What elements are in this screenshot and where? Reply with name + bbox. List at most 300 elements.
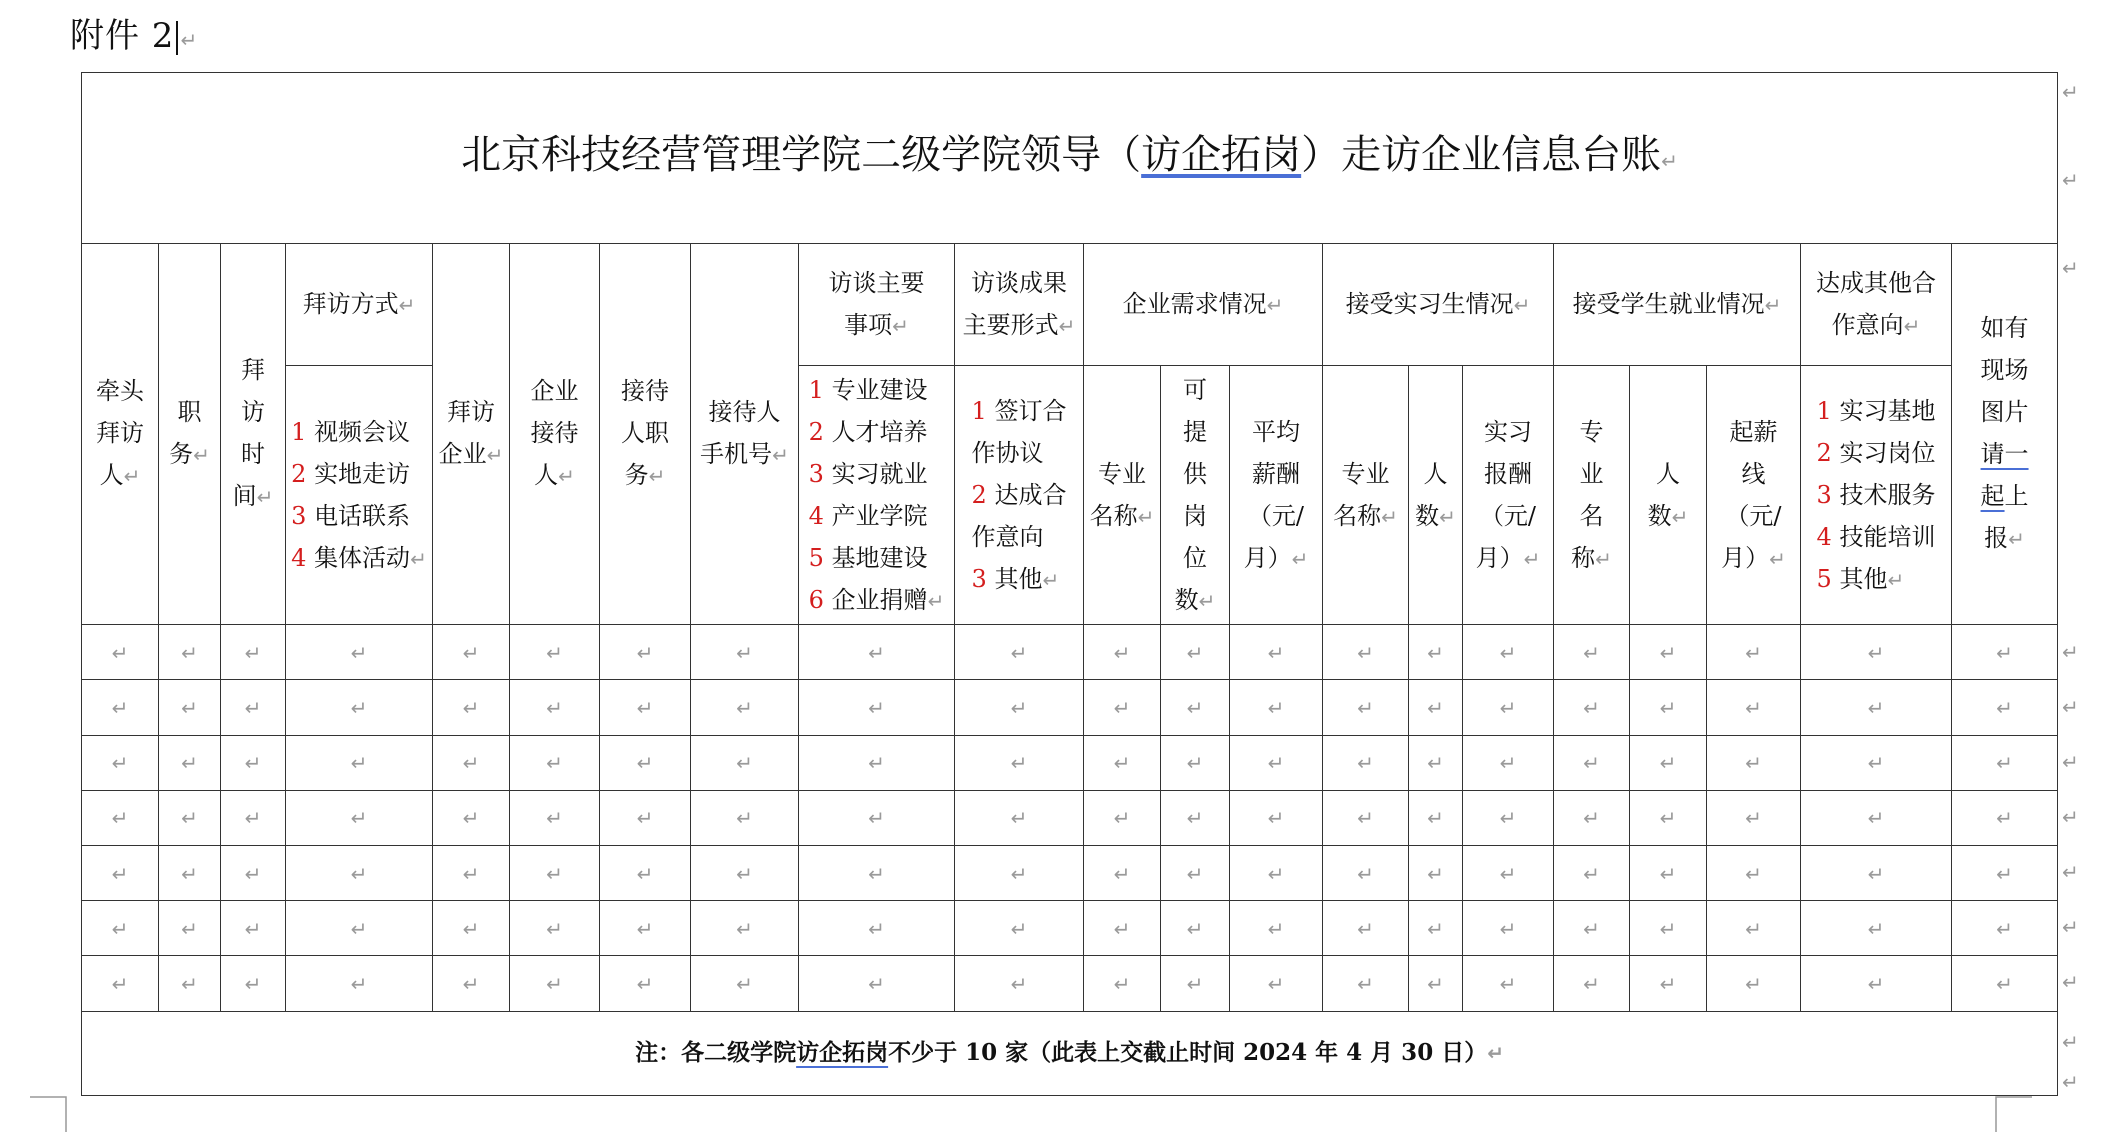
- paragraph-mark: ↵: [1583, 861, 1600, 886]
- paragraph-mark: ↵: [1499, 916, 1517, 941]
- header-visit-time: [221, 243, 286, 625]
- table-cell[interactable]: [1630, 790, 1707, 845]
- paragraph-mark: ↵: [1427, 751, 1444, 776]
- table-cell[interactable]: [691, 901, 799, 956]
- table-cell[interactable]: [600, 956, 691, 1011]
- table-cell[interactable]: [1161, 901, 1230, 956]
- table-cell[interactable]: [1801, 845, 1952, 900]
- table-cell[interactable]: [159, 845, 221, 900]
- option-number: 4: [1816, 522, 1840, 551]
- header-text: 拜访: [96, 419, 144, 448]
- table-cell[interactable]: [1084, 680, 1161, 735]
- table-cell[interactable]: [159, 790, 221, 845]
- table-cell[interactable]: [510, 735, 600, 790]
- table-cell[interactable]: [1801, 790, 1952, 845]
- paragraph-mark: ↵: [1427, 972, 1444, 997]
- table-cell[interactable]: [1161, 625, 1230, 680]
- table-cell[interactable]: [82, 680, 159, 735]
- table-cell[interactable]: [286, 845, 433, 900]
- table-cell[interactable]: [159, 956, 221, 1011]
- option-item: [1817, 432, 1936, 474]
- paragraph-mark: ↵: [1499, 751, 1517, 776]
- option-text: 集体活动: [314, 543, 411, 572]
- paragraph-mark: ↵: [1867, 861, 1885, 886]
- paragraph-mark: ↵: [1499, 861, 1517, 886]
- option-item: [291, 411, 427, 453]
- table-cell[interactable]: [799, 956, 955, 1011]
- header-text: 务: [624, 461, 649, 490]
- table-cell[interactable]: [82, 956, 159, 1011]
- table-cell[interactable]: [1323, 790, 1409, 845]
- paragraph-mark: ↵: [1659, 640, 1677, 665]
- paragraph-mark: ↵: [111, 751, 129, 776]
- paragraph-mark: ↵: [558, 464, 575, 489]
- table-cell[interactable]: [1630, 625, 1707, 680]
- table-cell[interactable]: [1554, 901, 1630, 956]
- paragraph-mark: ↵: [1887, 567, 1905, 592]
- table-cell[interactable]: [1554, 625, 1630, 680]
- header-text: 名称: [1333, 501, 1382, 530]
- paragraph-mark: ↵: [1357, 640, 1374, 665]
- table-cell[interactable]: [600, 625, 691, 680]
- table-cell[interactable]: [691, 790, 799, 845]
- paragraph-mark: ↵: [1583, 806, 1600, 831]
- table-cell[interactable]: [1409, 901, 1463, 956]
- table-cell[interactable]: [433, 625, 510, 680]
- header-text: 手机号: [700, 440, 773, 469]
- table-cell[interactable]: [1323, 901, 1409, 956]
- header-text: 起: [1980, 482, 2005, 511]
- table-cell[interactable]: [1463, 956, 1554, 1011]
- table-cell[interactable]: [433, 901, 510, 956]
- table-cell[interactable]: [799, 845, 955, 900]
- option-item: [809, 495, 945, 537]
- table-cell[interactable]: [1230, 735, 1323, 790]
- table-cell[interactable]: [221, 680, 286, 735]
- table-cell[interactable]: [286, 790, 433, 845]
- paragraph-mark: ↵: [772, 443, 789, 468]
- table-cell[interactable]: [1230, 845, 1323, 900]
- paragraph-mark: ↵: [111, 916, 129, 941]
- table-row: [82, 735, 2058, 790]
- paragraph-mark: ↵: [244, 640, 262, 665]
- table-cell[interactable]: [1952, 956, 2058, 1011]
- table-cell[interactable]: [955, 790, 1084, 845]
- table-cell[interactable]: [600, 680, 691, 735]
- header-emp-count: [1630, 366, 1707, 625]
- paragraph-mark: ↵: [1439, 504, 1456, 529]
- table-cell[interactable]: [691, 735, 799, 790]
- table-cell[interactable]: [1409, 625, 1463, 680]
- table-cell[interactable]: [1409, 956, 1463, 1011]
- table-cell[interactable]: [1409, 735, 1463, 790]
- header-accept-employment: 接受学生就业情况↵: [1554, 243, 1801, 365]
- table-cell[interactable]: [955, 680, 1084, 735]
- table-row: [82, 790, 2058, 845]
- paragraph-mark: ↵: [868, 751, 885, 776]
- table-cell[interactable]: [221, 956, 286, 1011]
- table-cell[interactable]: [159, 735, 221, 790]
- table-cell[interactable]: [1463, 735, 1554, 790]
- paragraph-mark: ↵: [1198, 588, 1216, 613]
- table-cell[interactable]: [1084, 845, 1161, 900]
- table-cell[interactable]: [955, 735, 1084, 790]
- table-cell[interactable]: [600, 901, 691, 956]
- option-number: 3: [291, 501, 315, 530]
- table-cell[interactable]: [1554, 735, 1630, 790]
- table-cell[interactable]: [1463, 680, 1554, 735]
- option-item: [972, 474, 1067, 516]
- table-cell[interactable]: [1630, 680, 1707, 735]
- paragraph-mark: ↵: [1499, 695, 1517, 720]
- header-text: 供: [1182, 459, 1207, 488]
- paragraph-mark: ↵: [636, 861, 654, 886]
- table-cell[interactable]: [600, 735, 691, 790]
- paragraph-mark: ↵: [1583, 640, 1600, 665]
- header-text: 数: [1174, 585, 1199, 614]
- table-cell[interactable]: [1230, 901, 1323, 956]
- table-cell[interactable]: [1952, 845, 2058, 900]
- table-cell[interactable]: [82, 625, 159, 680]
- table-cell[interactable]: [510, 790, 600, 845]
- header-text: 主要形式: [962, 310, 1059, 339]
- paragraph-mark: ↵: [181, 916, 198, 941]
- table-cell[interactable]: [433, 956, 510, 1011]
- paragraph-mark: ↵: [648, 464, 666, 489]
- table-cell[interactable]: [1323, 956, 1409, 1011]
- header-text: 月）: [1475, 543, 1524, 572]
- page-corner-mark-right: [1986, 1096, 2032, 1132]
- paragraph-mark: ↵: [546, 916, 563, 941]
- table-cell[interactable]: [1801, 901, 1952, 956]
- row-end-mark: ↵: [2062, 80, 2079, 104]
- row-end-mark: ↵: [2062, 256, 2079, 280]
- paragraph-mark: ↵: [1583, 972, 1600, 997]
- table-cell[interactable]: [159, 680, 221, 735]
- paragraph-mark: ↵: [350, 695, 368, 720]
- table-cell[interactable]: [1554, 845, 1630, 900]
- header-intern-pay: [1463, 366, 1554, 625]
- header-text: 牵头: [96, 377, 144, 406]
- table-cell[interactable]: [510, 901, 600, 956]
- table-cell[interactable]: [1161, 680, 1230, 735]
- table-cell[interactable]: [799, 735, 955, 790]
- paragraph-mark: ↵: [1867, 972, 1885, 997]
- paragraph-mark: ↵: [1267, 972, 1285, 997]
- paragraph-mark: ↵: [1291, 546, 1309, 571]
- table-cell[interactable]: [1323, 625, 1409, 680]
- header-text: 实习: [1483, 417, 1532, 446]
- table-cell[interactable]: [433, 735, 510, 790]
- table-cell[interactable]: [1323, 735, 1409, 790]
- option-number: 4: [808, 501, 832, 530]
- table-cell[interactable]: [286, 735, 433, 790]
- table-cell[interactable]: [159, 901, 221, 956]
- header-row-2: [82, 366, 2058, 625]
- row-end-mark: ↵: [2062, 1030, 2079, 1054]
- table-cell[interactable]: [159, 625, 221, 680]
- paragraph-mark: ↵: [736, 695, 753, 720]
- paragraph-mark: ↵: [1267, 806, 1285, 831]
- paragraph-mark: ↵: [1113, 751, 1131, 776]
- table-cell[interactable]: [1707, 625, 1801, 680]
- page-corner-mark-left: [30, 1096, 76, 1132]
- table-cell[interactable]: [1463, 901, 1554, 956]
- paragraph-mark: ↵: [1659, 695, 1677, 720]
- header-text: 业: [1579, 459, 1604, 488]
- table-cell[interactable]: [799, 680, 955, 735]
- paragraph-mark: ↵: [111, 972, 129, 997]
- table-cell[interactable]: [600, 845, 691, 900]
- table-cell[interactable]: [1230, 956, 1323, 1011]
- header-text: 如有: [1980, 314, 2029, 343]
- table-cell[interactable]: [510, 625, 600, 680]
- option-text: 其他: [994, 564, 1043, 593]
- table-cell[interactable]: [1630, 901, 1707, 956]
- option-number: 1: [291, 417, 315, 446]
- paragraph-mark: ↵: [244, 695, 262, 720]
- table-cell[interactable]: [510, 680, 600, 735]
- table-cell[interactable]: [955, 956, 1084, 1011]
- table-cell[interactable]: [1084, 901, 1161, 956]
- header-text: 起薪: [1729, 417, 1778, 446]
- table-cell[interactable]: [1707, 790, 1801, 845]
- table-cell[interactable]: [221, 790, 286, 845]
- option-number: 2: [971, 480, 995, 509]
- paragraph-mark: ↵: [1867, 806, 1885, 831]
- table-cell[interactable]: [1463, 790, 1554, 845]
- paragraph-mark: ↵: [1903, 313, 1921, 338]
- paragraph-mark: ↵: [636, 916, 654, 941]
- table-cell[interactable]: [1230, 790, 1323, 845]
- table-cell[interactable]: [221, 625, 286, 680]
- header-text: 月）: [1721, 543, 1770, 572]
- table-cell[interactable]: [691, 845, 799, 900]
- table-cell[interactable]: [691, 956, 799, 1011]
- header-text: 职: [177, 398, 202, 427]
- paragraph-mark: ↵: [350, 640, 368, 665]
- paragraph-mark: ↵: [462, 751, 480, 776]
- table-cell[interactable]: [1409, 845, 1463, 900]
- paragraph-mark: ↵: [1867, 751, 1885, 776]
- table-cell[interactable]: [221, 901, 286, 956]
- header-text: 接待人: [708, 398, 781, 427]
- table-cell[interactable]: [1230, 625, 1323, 680]
- table-cell[interactable]: [799, 790, 955, 845]
- paragraph-mark: ↵: [1996, 916, 2013, 941]
- paragraph-mark: ↵: [1267, 916, 1285, 941]
- header-text: 间: [232, 482, 257, 511]
- paragraph-mark: ↵: [1113, 916, 1131, 941]
- table-cell[interactable]: [955, 901, 1084, 956]
- table-cell[interactable]: [1161, 735, 1230, 790]
- option-number: 5: [808, 543, 832, 572]
- row-end-mark: ↵: [2062, 695, 2079, 719]
- header-other-intent: [1801, 243, 1952, 365]
- paragraph-mark: ↵: [1996, 806, 2013, 831]
- header-text: 可: [1182, 375, 1207, 404]
- table-cell[interactable]: [1707, 956, 1801, 1011]
- table-cell[interactable]: [1084, 735, 1161, 790]
- paragraph-mark: ↵: [636, 695, 654, 720]
- option-item: [809, 537, 945, 579]
- paragraph-mark: ↵: [1427, 861, 1444, 886]
- paragraph-mark: ↵: [1267, 861, 1285, 886]
- header-emp-major-name: [1554, 366, 1630, 625]
- table-cell[interactable]: [433, 790, 510, 845]
- table-cell[interactable]: [1707, 680, 1801, 735]
- paragraph-mark: ↵: [244, 916, 262, 941]
- paragraph-mark: ↵: [1659, 751, 1677, 776]
- table-cell[interactable]: [221, 735, 286, 790]
- option-number: 4: [291, 543, 315, 572]
- paragraph-mark: ↵: [1357, 972, 1374, 997]
- paragraph-mark: ↵: [1010, 806, 1028, 831]
- table-cell[interactable]: [799, 625, 955, 680]
- table-cell[interactable]: [1630, 845, 1707, 900]
- table-cell[interactable]: [1952, 901, 2058, 956]
- header-text: 访谈主要: [828, 268, 925, 297]
- header-interview-results: [955, 243, 1084, 365]
- table-cell[interactable]: [799, 901, 955, 956]
- table-cell[interactable]: [1409, 790, 1463, 845]
- paragraph-mark: ↵: [1267, 640, 1285, 665]
- table-cell[interactable]: [1707, 901, 1801, 956]
- table-cell[interactable]: [82, 735, 159, 790]
- table-cell[interactable]: [433, 845, 510, 900]
- header-visit-method: 拜访方式↵: [286, 243, 433, 365]
- table-row: [82, 625, 2058, 680]
- table-cell[interactable]: [1952, 625, 2058, 680]
- table-cell[interactable]: [1952, 790, 2058, 845]
- table-cell[interactable]: [286, 625, 433, 680]
- table-cell[interactable]: [1630, 735, 1707, 790]
- paragraph-mark: ↵: [546, 972, 563, 997]
- paragraph-mark: ↵: [1357, 751, 1374, 776]
- table-cell[interactable]: [1801, 680, 1952, 735]
- table-cell[interactable]: [1084, 625, 1161, 680]
- paragraph-mark: ↵: [927, 588, 945, 613]
- paragraph-mark: ↵: [1186, 916, 1204, 941]
- table-cell[interactable]: [1409, 680, 1463, 735]
- table-cell[interactable]: [600, 790, 691, 845]
- table-cell[interactable]: [1952, 735, 2058, 790]
- option-text: 实习就业: [831, 459, 928, 488]
- paragraph-mark: ↵: [1996, 695, 2013, 720]
- paragraph-mark: ↵: [1499, 806, 1517, 831]
- option-text: 专业建设: [831, 375, 928, 404]
- option-item: [972, 558, 1067, 601]
- paragraph-mark: ↵: [1659, 861, 1677, 886]
- table-title: 北京科技经营管理学院二级学院领导（访企拓岗）走访企业信息台账↵: [82, 73, 2058, 244]
- paragraph-mark: ↵: [1867, 916, 1885, 941]
- table-cell[interactable]: [1161, 956, 1230, 1011]
- paragraph-mark: ↵: [1867, 695, 1885, 720]
- option-number: 5: [1816, 564, 1840, 593]
- table-cell[interactable]: [1801, 735, 1952, 790]
- table-cell[interactable]: [1230, 680, 1323, 735]
- table-cell[interactable]: [82, 901, 159, 956]
- header-text: 人: [1423, 459, 1448, 488]
- table-cell[interactable]: [1554, 790, 1630, 845]
- table-cell[interactable]: [955, 845, 1084, 900]
- table-cell[interactable]: [691, 625, 799, 680]
- header-text: 提: [1182, 417, 1207, 446]
- paragraph-mark: ↵: [1745, 695, 1762, 720]
- paragraph-mark: ↵: [1499, 972, 1517, 997]
- paragraph-mark: ↵: [1113, 806, 1131, 831]
- option-text: 技能培训: [1839, 522, 1936, 551]
- paragraph-mark: ↵: [868, 806, 885, 831]
- table-cell[interactable]: [1630, 956, 1707, 1011]
- header-text: 拜: [240, 356, 265, 385]
- option-text: 达成合: [994, 480, 1067, 509]
- header-text: 数: [1415, 501, 1440, 530]
- table-cell[interactable]: [1707, 845, 1801, 900]
- table-cell[interactable]: [286, 956, 433, 1011]
- table-cell[interactable]: [510, 956, 600, 1011]
- header-text: 上: [2004, 482, 2029, 511]
- table-cell[interactable]: [221, 845, 286, 900]
- table-cell[interactable]: [1801, 625, 1952, 680]
- paragraph-mark: ↵: [1427, 806, 1444, 831]
- paragraph-mark: ↵: [181, 861, 198, 886]
- paragraph-mark: ↵: [256, 485, 274, 510]
- paragraph-mark: ↵: [244, 861, 262, 886]
- table-cell[interactable]: [1084, 790, 1161, 845]
- table-cell[interactable]: [691, 680, 799, 735]
- table-cell[interactable]: [1161, 845, 1230, 900]
- visit-method-options: [286, 366, 433, 625]
- paragraph-mark: ↵: [1427, 640, 1444, 665]
- header-text: 报酬: [1483, 459, 1532, 488]
- table-cell[interactable]: [955, 625, 1084, 680]
- table-cell[interactable]: [1084, 956, 1161, 1011]
- table-cell[interactable]: [286, 901, 433, 956]
- table-cell[interactable]: [1323, 845, 1409, 900]
- paragraph-mark: ↵: [1186, 806, 1204, 831]
- header-text: 人: [534, 461, 559, 490]
- table-cell[interactable]: [1801, 956, 1952, 1011]
- table-cell[interactable]: [433, 680, 510, 735]
- table-cell[interactable]: [1554, 680, 1630, 735]
- table-cell[interactable]: [1952, 680, 2058, 735]
- header-text: （元/: [1479, 501, 1537, 530]
- header-company-host: [510, 243, 600, 625]
- option-item: [972, 432, 1067, 474]
- paragraph-mark: ↵: [1595, 546, 1612, 571]
- paragraph-mark: ↵: [1745, 751, 1762, 776]
- table-cell[interactable]: [82, 845, 159, 900]
- header-starting-salary: [1707, 366, 1801, 625]
- paragraph-mark: ↵: [1583, 695, 1600, 720]
- table-cell[interactable]: [1463, 625, 1554, 680]
- option-text: 实习基地: [1839, 396, 1936, 425]
- table-cell[interactable]: [286, 680, 433, 735]
- paragraph-mark: ↵: [462, 695, 480, 720]
- table-cell[interactable]: [1323, 680, 1409, 735]
- table-cell[interactable]: [1707, 735, 1801, 790]
- header-text: 月）: [1243, 543, 1292, 572]
- paragraph-mark: ↵: [1583, 751, 1600, 776]
- header-text: 拜访: [446, 398, 495, 427]
- table-cell[interactable]: [1554, 956, 1630, 1011]
- table-cell[interactable]: [1463, 845, 1554, 900]
- table-cell[interactable]: [1161, 790, 1230, 845]
- row-end-mark: ↵: [2062, 915, 2079, 939]
- table-cell[interactable]: [510, 845, 600, 900]
- table-cell[interactable]: [82, 790, 159, 845]
